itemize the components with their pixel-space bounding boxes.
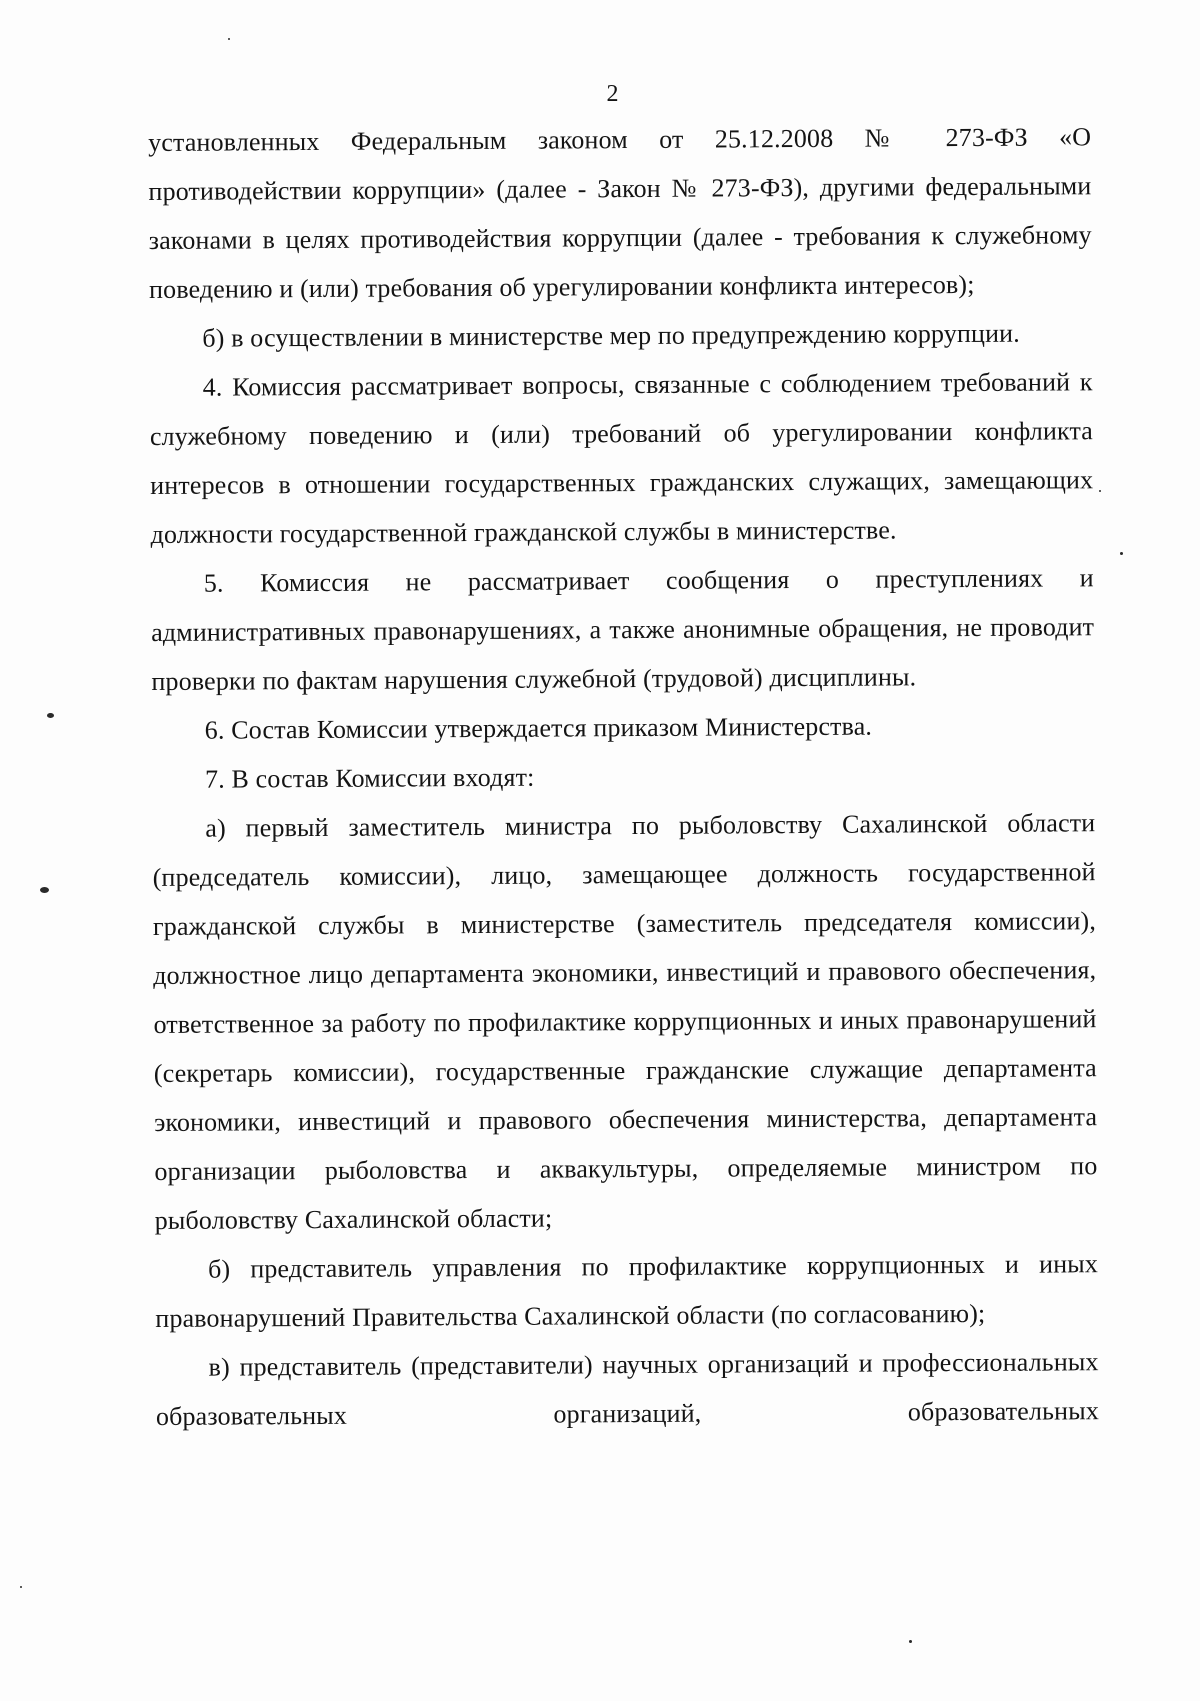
document-body	[148, 112, 1099, 1441]
scan-speck	[228, 38, 230, 40]
paragraph-item-7c-representatives: в) представитель (представители) научных организаций и профессиональных образовательных организаций, образовательных	[155, 1347, 1100, 1431]
scan-speck	[47, 713, 54, 718]
paragraph-item-4-commission-scope: 4. Комиссия рассматривает вопросы, связанные с соблюдением требований к служебному поведению и (или) требований об урегулировании конфликта интересов в отношении государственных гражданских служащих, замещающих должности государственной гражданской службы в министерстве.	[149, 367, 1094, 549]
scan-speck	[20, 1586, 22, 1588]
scan-speck	[1120, 552, 1123, 555]
paragraph-requirements-definition: установленных Федеральным законом от 25.12.2008 № 273-ФЗ «О противодействии коррупции» (далее - Закон № 273-ФЗ), другими федеральными законами в целях противодействия коррупции (далее - требования к служебному поведению и (или) требования об урегулировании конфликта интересов);	[148, 122, 1092, 304]
paragraph-item-6-composition-approval: 6. Состав Комиссии утверждается приказом Министерства.	[204, 711, 873, 745]
page-number: 2	[606, 81, 619, 107]
scan-speck	[909, 1640, 912, 1643]
scan-speck	[1099, 490, 1101, 492]
scan-speck	[40, 887, 49, 893]
paragraph-item-5-exclusions: 5. Комиссия не рассматривает сообщения о преступлениях и административных правонарушениях, а также анонимные обращения, не проводит проверки по фактам нарушения служебной (трудовой) дисциплины.	[151, 563, 1095, 696]
paragraph-item-7a-members: а) первый заместитель министра по рыболовству Сахалинской области (председатель комиссии), лицо, замещающее должность государственной гражданской службы в министерстве (заместитель председателя комиссии), должностное лицо департамента экономики, инвестиций и правового обеспечения, ответственное за работу по профилактике коррупционных и иных правонарушений (секретарь комиссии), государственные гражданские служащие департамента экономики, инвестиций и правового обеспечения министерства, департамента организации рыболовства и аквакультуры, определяемые министром по рыболовству Сахалинской области;	[152, 808, 1098, 1235]
paragraph-item-7-composition: 7. В состав Комиссии входят:	[204, 762, 535, 794]
paragraph-item-7b-representative: б) представитель управления по профилактике коррупционных и иных правонарушений Правительства Сахалинской области (по согласованию);	[155, 1249, 1099, 1333]
paragraph-item-b-prevention: б) в осуществлении в министерстве мер по предупреждению коррупции.	[202, 318, 1020, 353]
